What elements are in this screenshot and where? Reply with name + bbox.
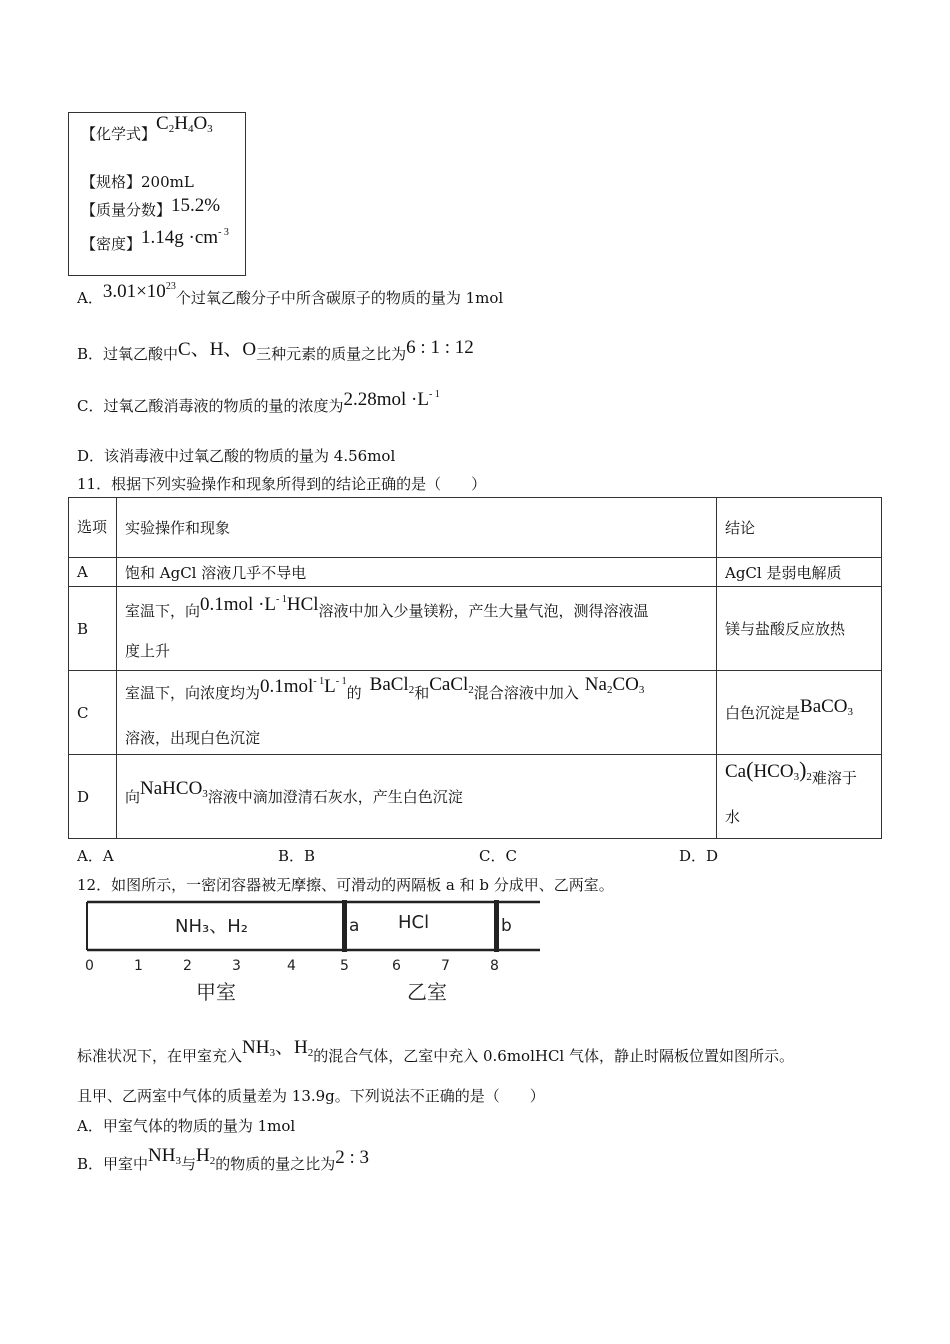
room-jia-label: 甲室 [196, 980, 236, 1004]
container-figure [85, 898, 545, 1008]
choice-c[interactable]: C．C [479, 847, 517, 865]
mass-fraction-row: 【质量分数】15.2% [81, 195, 221, 219]
q10-option-a: A．$3.01\times 10^{23}$个过氧乙酸分子中所含碳原子的物质的量为 1mol [77, 281, 504, 307]
header-operation: 实验操作和现象 [117, 498, 717, 558]
q10-option-b: B．过氧乙酸中C、H、O三种元素的质量之比为6 : 1 : 12 [77, 337, 474, 363]
density-row: 【密度】$1.14g \cdot cm^{- 3}$ [81, 227, 229, 253]
partition-b-label: b [501, 916, 512, 936]
q12-condition-2: 且甲、乙两室中气体的质量差为 13.9g。下列说法不正确的是（ ） [77, 1087, 545, 1105]
header-conclusion: 结论 [717, 498, 882, 558]
table-row: A 饱和 AgCl 溶液几乎不导电 AgCl 是弱电解质 [69, 558, 882, 587]
spec-row: 【规格】200mL [81, 173, 194, 191]
tick-label: 3 [232, 958, 241, 974]
left-gas-label: NH₃、H₂ [175, 916, 248, 937]
choice-b[interactable]: B．B [278, 847, 316, 865]
tick-label: 2 [183, 958, 192, 974]
header-option: 选项 [69, 498, 117, 558]
choice-a[interactable]: A．A [77, 847, 114, 865]
q10-option-d: D．该消毒液中过氧乙酸的物质的量为 4.56mol [77, 447, 396, 465]
tick-label: 4 [287, 958, 296, 974]
tick-label: 5 [340, 958, 349, 974]
table-row: B 室温下，向$0.1mol \cdot L^{- 1}HCl$溶液中加入少量镁粉，产生大量气泡，测得溶液温 度上升 镁与盐酸反应放热 [69, 587, 882, 671]
tick-label: 7 [441, 958, 450, 974]
tick-label: 0 [85, 958, 94, 974]
q12-option-b: B．甲室中$NH_3$与$H_2$的物质的量之比为2 : 3 [77, 1145, 370, 1173]
q11-table [68, 497, 882, 839]
tick-label: 6 [392, 958, 401, 974]
reagent-label-box [68, 112, 246, 276]
q10-option-c: C．过氧乙酸消毒液的物质的量的浓度为$2.28mol \cdot L^{- 1}$ [77, 389, 440, 415]
tick-label: 1 [134, 958, 143, 974]
q11-stem: 11．根据下列实验操作和现象所得到的结论正确的是（ ） [77, 475, 487, 493]
table-header-row [69, 498, 882, 558]
partition-a-label: a [349, 916, 360, 936]
partition-a [342, 900, 347, 952]
table-row: C 室温下，向浓度均为$0.1mol^{- 1}L^{- 1}$的 BaCl$_2$和CaCl$_2$混合溶液中加入 $Na_2CO_3$ 溶液，出现白色沉淀 白色沉淀是BaCO$_3$ [69, 671, 882, 755]
q12-option-a: A．甲室气体的物质的量为 1mol [77, 1117, 296, 1135]
hcl-label: HCl [398, 912, 430, 933]
container-drawing [85, 898, 545, 1008]
partition-b [494, 900, 499, 952]
choice-d[interactable]: D．D [679, 847, 719, 865]
tick-label: 8 [490, 958, 499, 974]
room-yi-label: 乙室 [407, 980, 447, 1004]
formula-row: 【化学式】$C_2H_4O_3$ [81, 113, 213, 143]
q12-condition-1: 标准状况下，在甲室充入$NH_3$、$H_2$的混合气体，乙室中充入 0.6molHCl 气体，静止时隔板位置如图所示。 [77, 1037, 795, 1065]
q12-stem: 12．如图所示，一密闭容器被无摩擦、可滑动的两隔板 a 和 b 分成甲、乙两室。 [77, 876, 614, 894]
table-row: D 向NaHCO$_3$溶液中滴加澄清石灰水，产生白色沉淀 $Ca(HCO_3)_2$难溶于 水 [69, 755, 882, 839]
